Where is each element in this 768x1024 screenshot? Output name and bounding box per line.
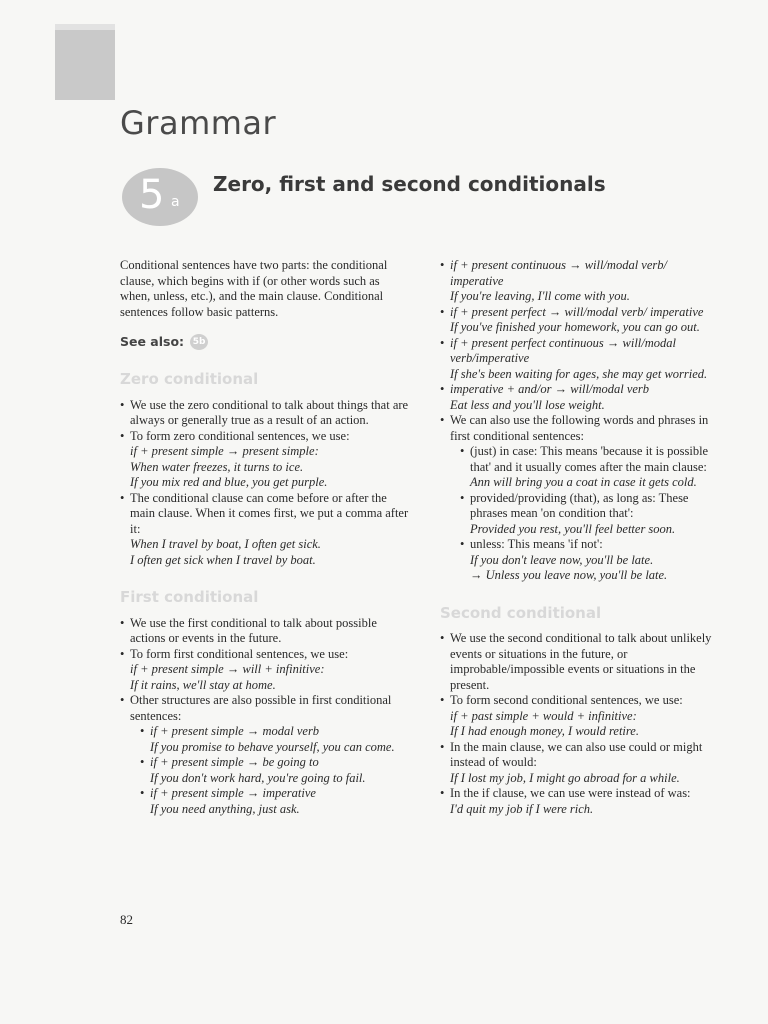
list-item: • In the if clause, we can use were instead of was: I'd quit my job if I were rich. <box>440 786 720 817</box>
sub-list <box>460 444 720 584</box>
first-conditional-list-cont <box>440 413 720 584</box>
list-item: • if + present simple → modal verb If you promise to behave yourself, you can come. <box>140 724 410 755</box>
unit-badge <box>122 168 198 226</box>
list-item: • To form zero conditional sentences, we use: if + present simple → present simple: When water freezes, it turns to ice. If you mix red and blue, you get purple. <box>120 429 410 491</box>
right-column <box>440 258 720 817</box>
see-also-label: See also: <box>120 334 185 350</box>
page-number: 82 <box>120 912 133 927</box>
intro-paragraph: Conditional sentences have two parts: the conditional clause, which begins with if (or other words such as when, unless, etc.), and the main clause. Conditional sentences follow basic patterns. <box>120 258 388 319</box>
sub-list <box>140 724 410 817</box>
first-conditional-list <box>120 616 410 818</box>
list-item: • We use the zero conditional to talk about things that are always or generally true as a result of an action. <box>120 398 410 429</box>
section-title: Zero, first and second conditionals <box>213 172 606 196</box>
list-item: • The conditional clause can come before or after the main clause. When it comes first, we put a comma after it: When I travel by boat, I often get sick. I often get sick when I travel by boat. <box>120 491 410 569</box>
list-item: • if + present perfect continuous → will/modal verb/imperative If she's been waiting for ages, she may get worried. <box>440 336 720 383</box>
list-item: • We can also use the following words and phrases in first conditional sentences: • (just) in case: This means 'because it is possible that' and it usually comes after the main clause: Ann will bring you a coat in case it gets cold. • provided/providing (that), as long as: These phrases mean 'on condition that': Provided you rest, you'll feel better soon. • unless: This means 'if not': If you don't leave now, you'll be late. → Unless you leave now, you'll be late. <box>440 413 720 584</box>
list-item: • Other structures are also possible in first conditional sentences: • if + present simple → modal verb If you promise to behave yourself, you can come. • if + present simple → be going to If you don't work hard, you're going to fail. • if + present simple → imperative If you need anything, just ask. <box>120 693 410 817</box>
list-item: • In the main clause, we can also use could or might instead of would: If I lost my job, I might go abroad for a while. <box>440 740 720 787</box>
list-item: • if + present continuous → will/modal verb/ imperative If you're leaving, I'll come with you. <box>440 258 720 305</box>
first-conditional-heading: First conditional <box>120 588 259 606</box>
zero-conditional-heading: Zero conditional <box>120 370 259 388</box>
zero-conditional-list <box>120 398 410 569</box>
see-also-link[interactable]: 5b <box>190 334 208 350</box>
sub-list <box>440 258 720 413</box>
list-item: • if + present simple → imperative If you need anything, just ask. <box>140 786 410 817</box>
list-item: • (just) in case: This means 'because it is possible that' and it usually comes after the main clause: Ann will bring you a coat in case it gets cold. <box>460 444 720 491</box>
left-column <box>120 258 410 817</box>
list-item: • provided/providing (that), as long as: These phrases mean 'on condition that': Provided you rest, you'll feel better soon. <box>460 491 720 538</box>
list-item: • unless: This means 'if not': If you don't leave now, you'll be late. → Unless you leave now, you'll be late. <box>460 537 720 584</box>
list-item: • if + present perfect → will/modal verb/ imperative If you've finished your homework, you can go out. <box>440 305 720 336</box>
second-conditional-list <box>440 631 720 817</box>
list-item: • To form first conditional sentences, we use: if + present simple → will + infinitive: If it rains, we'll stay at home. <box>120 647 410 694</box>
second-conditional-heading: Second conditional <box>440 603 602 622</box>
see-also <box>120 334 410 350</box>
list-item: • To form second conditional sentences, we use: if + past simple + would + infinitive: If I had enough money, I would retire. <box>440 693 720 740</box>
list-item: • imperative + and/or → will/modal verb Eat less and you'll lose weight. <box>440 382 720 413</box>
list-item: • We use the first conditional to talk about possible actions or events in the future. <box>120 616 410 647</box>
unit-number: 5 <box>139 172 165 218</box>
unit-letter: a <box>171 194 180 210</box>
page-heading: Grammar <box>120 104 277 142</box>
list-item: • We use the second conditional to talk about unlikely events or situations in the future, or improbable/impossible events or situations in the present. <box>440 631 720 693</box>
corner-tab-decoration <box>55 30 115 100</box>
list-item: • if + present simple → be going to If you don't work hard, you're going to fail. <box>140 755 410 786</box>
